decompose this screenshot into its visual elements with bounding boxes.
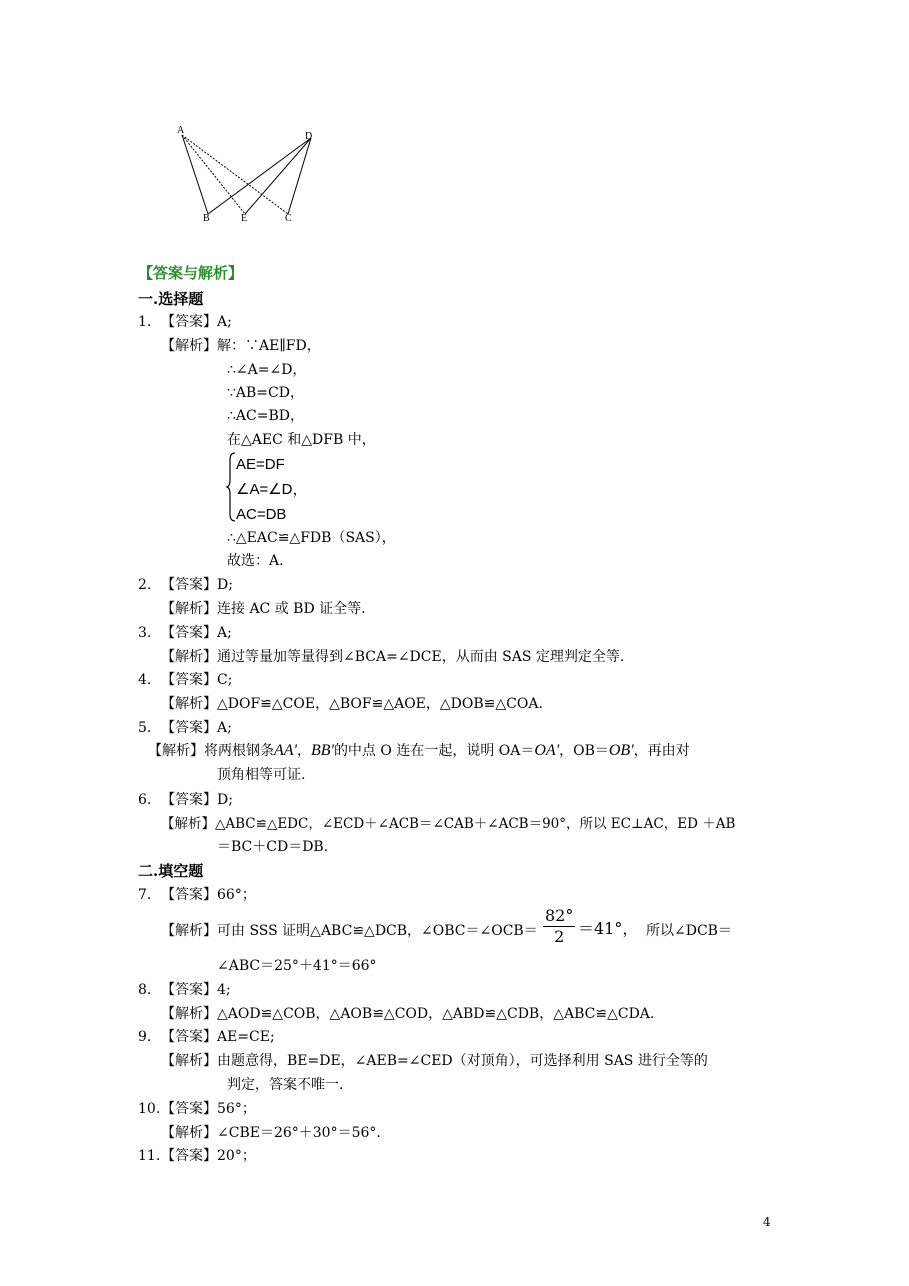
answer-text: 【答案】66°； bbox=[161, 887, 256, 903]
fraction bbox=[543, 906, 575, 947]
question-number: 8. bbox=[138, 982, 152, 998]
analysis-segment: ， bbox=[296, 743, 311, 759]
answer-text: 【答案】4; bbox=[161, 982, 231, 998]
point-label-A: A bbox=[177, 125, 185, 136]
question-number: 2. bbox=[138, 577, 152, 593]
geometry-figure bbox=[165, 122, 325, 230]
analysis-text: 【解析】连接 AC 或 BD 证全等. bbox=[161, 601, 366, 617]
analysis-line: 在△AEC 和△DFB 中， bbox=[227, 432, 376, 448]
analysis-line: 顶角相等可证. bbox=[217, 767, 306, 783]
question-number: 9. bbox=[138, 1029, 152, 1045]
brace-line: AC=DB bbox=[236, 506, 287, 523]
analysis-segment: 【解析】将两根钢条 bbox=[148, 743, 274, 759]
answer-text: 【答案】D; bbox=[161, 792, 233, 808]
analysis-line: ∵AB=CD， bbox=[227, 385, 304, 401]
analysis-line: ∴△EAC≌△FDB（SAS）， bbox=[227, 530, 396, 546]
fraction-result: ＝41°， bbox=[578, 919, 639, 938]
answers-section-title: 【答案与解析】 bbox=[138, 264, 244, 282]
question-number: 10. bbox=[138, 1101, 161, 1117]
analysis-line: ∠ABC＝25°＋41°＝66° bbox=[217, 958, 377, 974]
analysis-label: 【解析】 bbox=[161, 338, 217, 354]
analysis-line: 解：∵AE∥FD， bbox=[217, 338, 321, 354]
point-label-E: E bbox=[241, 213, 248, 224]
analysis-line: 故选：A. bbox=[227, 553, 284, 569]
analysis-segment: 的中点 O 连在一起，说明 OA＝ bbox=[333, 743, 535, 759]
math-OA: OA' bbox=[534, 742, 560, 759]
point-label-D: D bbox=[305, 131, 313, 142]
question-number: 3. bbox=[138, 625, 152, 641]
analysis-line: ∴AC=BD， bbox=[227, 408, 304, 424]
left-brace bbox=[226, 452, 236, 522]
answer-text: 【答案】56°； bbox=[161, 1101, 256, 1117]
question-number: 11. bbox=[138, 1148, 161, 1164]
multiple-choice-heading: 一.选择题 bbox=[138, 290, 204, 308]
question-number: 7. bbox=[138, 887, 152, 903]
answer-text: 【答案】AE=CE; bbox=[161, 1029, 275, 1045]
segment-DB bbox=[208, 138, 311, 214]
analysis-line: 【解析】可由 SSS 证明△ABC≌△DCB，∠OBC＝∠OCB＝ bbox=[161, 923, 538, 939]
answer-text: 【答案】A; bbox=[161, 314, 232, 330]
analysis-line: 【解析】由题意得，BE=DE，∠AEB=∠CED（对顶角），可选择利用 SAS 进行全等的 bbox=[161, 1053, 708, 1069]
answer-text: 【答案】20°； bbox=[161, 1148, 256, 1164]
analysis-line: 所以∠DCB＝ bbox=[646, 923, 732, 939]
answer-text: 【答案】C; bbox=[161, 672, 233, 688]
analysis-text: 【解析】∠CBE＝26°＋30°＝56°. bbox=[161, 1125, 381, 1141]
analysis-segment: ，再由对 bbox=[633, 743, 690, 759]
math-OB: OB' bbox=[608, 742, 634, 759]
analysis-line: ∴∠A=∠D， bbox=[227, 362, 307, 378]
analysis-line: 判定，答案不唯一. bbox=[227, 1077, 344, 1093]
answer-text: 【答案】D; bbox=[161, 577, 233, 593]
analysis-segment: ，OB＝ bbox=[559, 743, 609, 759]
question-number: 5. bbox=[138, 720, 152, 736]
fill-in-blank-heading: 二.填空题 bbox=[138, 862, 204, 880]
math-BB: BB' bbox=[310, 742, 334, 759]
segment-DC bbox=[288, 138, 311, 214]
brace-line: ∠A=∠D， bbox=[236, 481, 308, 498]
brace-line: AE=DF bbox=[236, 456, 285, 473]
math-AA: AA' bbox=[274, 742, 297, 759]
page-number: 4 bbox=[763, 1215, 771, 1229]
analysis-line: 【解析】△ABC≌△EDC，∠ECD＋∠ACB＝∠CAB＋∠ACB＝90°，所以 EC⊥AC，ED ＋AB bbox=[161, 816, 736, 832]
question-number: 4. bbox=[138, 672, 152, 688]
analysis-text: 【解析】△DOF≌△COE，△BOF≌△AOE，△DOB≌△COA. bbox=[161, 696, 543, 712]
question-number: 1. bbox=[138, 314, 152, 330]
analysis-text: 【解析】△AOD≌△COB，△AOB≌△COD，△ABD≌△CDB，△ABC≌△CDA. bbox=[161, 1006, 655, 1022]
analysis-text: 【解析】通过等量加等量得到∠BCA=∠DCE，从而由 SAS 定理判定全等. bbox=[161, 649, 625, 665]
fraction-numerator: 82° bbox=[545, 906, 574, 925]
fraction-denominator: 2 bbox=[554, 927, 565, 946]
answer-text: 【答案】A; bbox=[161, 720, 232, 736]
analysis-line: ＝BC＋CD＝DB. bbox=[217, 839, 329, 855]
question-number: 6. bbox=[138, 792, 152, 808]
segment-AB bbox=[182, 135, 208, 214]
segment-DE bbox=[245, 138, 311, 214]
answer-text: 【答案】A; bbox=[161, 625, 232, 641]
point-label-B: B bbox=[203, 213, 210, 224]
analysis-line bbox=[148, 742, 690, 760]
point-label-C: C bbox=[285, 213, 292, 224]
